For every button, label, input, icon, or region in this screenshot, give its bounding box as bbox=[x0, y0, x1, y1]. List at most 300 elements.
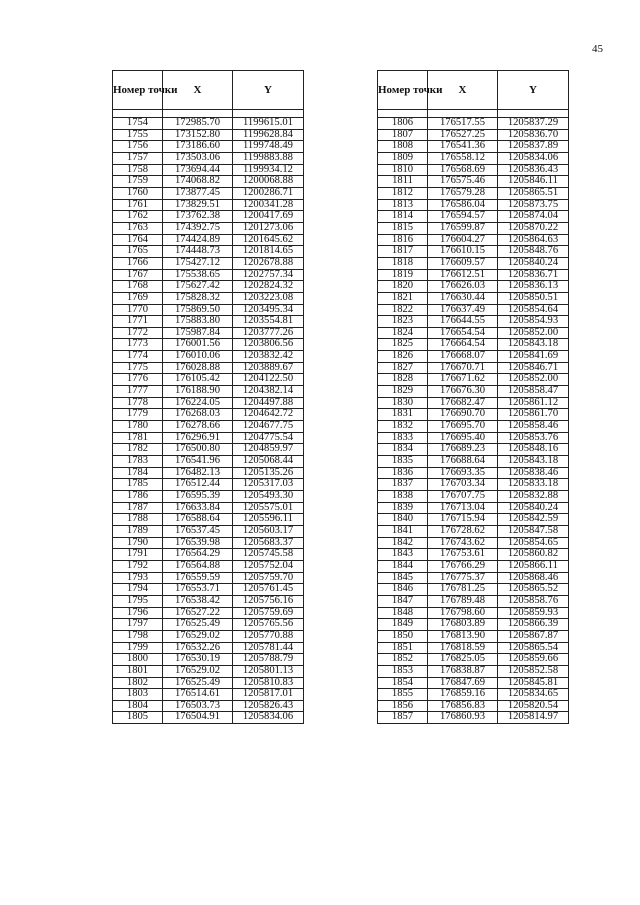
table-header-row bbox=[378, 71, 569, 110]
cell-x: 176539.98 bbox=[163, 537, 233, 549]
cell-x: 175883.80 bbox=[163, 316, 233, 328]
cell-point-number: 1786 bbox=[113, 491, 163, 503]
table-row bbox=[378, 444, 569, 456]
table-row bbox=[378, 246, 569, 258]
cell-y: 1205837.29 bbox=[498, 118, 569, 130]
cell-point-number: 1841 bbox=[378, 525, 428, 537]
table-row bbox=[378, 432, 569, 444]
cell-x: 176766.29 bbox=[428, 560, 498, 572]
cell-x: 176537.45 bbox=[163, 525, 233, 537]
cell-x: 176637.49 bbox=[428, 304, 498, 316]
cell-point-number: 1790 bbox=[113, 537, 163, 549]
table-row bbox=[113, 491, 304, 503]
cell-y: 1205858.47 bbox=[498, 386, 569, 398]
table-row bbox=[378, 514, 569, 526]
page-number: 45 bbox=[592, 43, 603, 55]
cell-x: 176695.70 bbox=[428, 421, 498, 433]
cell-point-number: 1769 bbox=[113, 292, 163, 304]
table-row bbox=[113, 386, 304, 398]
cell-y: 1203806.56 bbox=[233, 339, 304, 351]
cell-x: 176599.87 bbox=[428, 222, 498, 234]
cell-point-number: 1793 bbox=[113, 572, 163, 584]
cell-y: 1205759.69 bbox=[233, 607, 304, 619]
table-row bbox=[113, 677, 304, 689]
cell-x: 176541.36 bbox=[428, 141, 498, 153]
cell-point-number: 1765 bbox=[113, 246, 163, 258]
cell-y: 1205858.76 bbox=[498, 595, 569, 607]
table-row bbox=[113, 584, 304, 596]
cell-point-number: 1780 bbox=[113, 421, 163, 433]
cell-point-number: 1792 bbox=[113, 560, 163, 572]
cell-y: 1205837.89 bbox=[498, 141, 569, 153]
cell-y: 1205852.00 bbox=[498, 374, 569, 386]
table-row bbox=[378, 665, 569, 677]
table-row bbox=[113, 257, 304, 269]
cell-x: 176682.47 bbox=[428, 397, 498, 409]
cell-point-number: 1770 bbox=[113, 304, 163, 316]
cell-x: 176703.34 bbox=[428, 479, 498, 491]
cell-x: 176525.49 bbox=[163, 619, 233, 631]
cell-y: 1202824.32 bbox=[233, 281, 304, 293]
coordinates-table-right bbox=[377, 70, 569, 724]
cell-point-number: 1842 bbox=[378, 537, 428, 549]
cell-y: 1205850.51 bbox=[498, 292, 569, 304]
cell-y: 1205745.58 bbox=[233, 549, 304, 561]
table-row bbox=[113, 630, 304, 642]
cell-point-number: 1759 bbox=[113, 176, 163, 188]
table-row bbox=[113, 444, 304, 456]
cell-y: 1205834.06 bbox=[498, 152, 569, 164]
cell-y: 1199615.01 bbox=[233, 118, 304, 130]
table-body-left bbox=[113, 118, 304, 724]
cell-y: 1201273.06 bbox=[233, 222, 304, 234]
table-row bbox=[113, 374, 304, 386]
cell-point-number: 1800 bbox=[113, 654, 163, 666]
cell-x: 176530.19 bbox=[163, 654, 233, 666]
cell-y: 1205781.44 bbox=[233, 642, 304, 654]
cell-x: 176529.02 bbox=[163, 665, 233, 677]
cell-y: 1205836.13 bbox=[498, 281, 569, 293]
cell-x: 176538.42 bbox=[163, 595, 233, 607]
cell-y: 1199934.12 bbox=[233, 164, 304, 176]
table-row bbox=[113, 712, 304, 724]
cell-y: 1199883.88 bbox=[233, 152, 304, 164]
cell-y: 1205820.54 bbox=[498, 700, 569, 712]
cell-x: 176568.69 bbox=[428, 164, 498, 176]
table-row bbox=[113, 351, 304, 363]
table-row bbox=[378, 607, 569, 619]
table-row bbox=[378, 269, 569, 281]
table-row bbox=[113, 246, 304, 258]
cell-y: 1205826.43 bbox=[233, 700, 304, 712]
table-row bbox=[378, 316, 569, 328]
table-header-row bbox=[113, 71, 304, 110]
table-row bbox=[113, 397, 304, 409]
table-row bbox=[378, 560, 569, 572]
cell-y: 1205833.18 bbox=[498, 479, 569, 491]
cell-x: 176527.22 bbox=[163, 607, 233, 619]
table-row bbox=[378, 141, 569, 153]
cell-x: 175828.32 bbox=[163, 292, 233, 304]
cell-point-number: 1854 bbox=[378, 677, 428, 689]
cell-point-number: 1801 bbox=[113, 665, 163, 677]
table-row bbox=[113, 199, 304, 211]
cell-y: 1205865.54 bbox=[498, 642, 569, 654]
table-row bbox=[378, 118, 569, 130]
cell-x: 176559.59 bbox=[163, 572, 233, 584]
cell-x: 176728.62 bbox=[428, 525, 498, 537]
table-row bbox=[113, 327, 304, 339]
cell-y: 1205840.24 bbox=[498, 257, 569, 269]
cell-y: 1205756.16 bbox=[233, 595, 304, 607]
cell-x: 174424.89 bbox=[163, 234, 233, 246]
cell-point-number: 1784 bbox=[113, 467, 163, 479]
cell-y: 1205848.76 bbox=[498, 246, 569, 258]
cell-x: 176798.60 bbox=[428, 607, 498, 619]
cell-y: 1205848.16 bbox=[498, 444, 569, 456]
cell-x: 176595.39 bbox=[163, 491, 233, 503]
table-row bbox=[378, 129, 569, 141]
cell-point-number: 1857 bbox=[378, 712, 428, 724]
cell-x: 176525.49 bbox=[163, 677, 233, 689]
cell-x: 176743.62 bbox=[428, 537, 498, 549]
table-row bbox=[378, 397, 569, 409]
table-row bbox=[378, 630, 569, 642]
cell-point-number: 1776 bbox=[113, 374, 163, 386]
table-row bbox=[113, 537, 304, 549]
cell-x: 176693.35 bbox=[428, 467, 498, 479]
table-row bbox=[113, 665, 304, 677]
cell-y: 1205801.13 bbox=[233, 665, 304, 677]
cell-x: 176517.55 bbox=[428, 118, 498, 130]
cell-y: 1201814.65 bbox=[233, 246, 304, 258]
cell-x: 176753.61 bbox=[428, 549, 498, 561]
cell-y: 1205865.52 bbox=[498, 584, 569, 596]
cell-point-number: 1778 bbox=[113, 397, 163, 409]
cell-point-number: 1777 bbox=[113, 386, 163, 398]
cell-point-number: 1805 bbox=[113, 712, 163, 724]
table-row bbox=[113, 222, 304, 234]
cell-point-number: 1762 bbox=[113, 211, 163, 223]
cell-point-number: 1754 bbox=[113, 118, 163, 130]
cell-point-number: 1829 bbox=[378, 386, 428, 398]
cell-point-number: 1758 bbox=[113, 164, 163, 176]
cell-x: 175627.42 bbox=[163, 281, 233, 293]
cell-y: 1205873.75 bbox=[498, 199, 569, 211]
cell-point-number: 1852 bbox=[378, 654, 428, 666]
cell-x: 175987.84 bbox=[163, 327, 233, 339]
cell-point-number: 1816 bbox=[378, 234, 428, 246]
cell-y: 1205832.88 bbox=[498, 491, 569, 503]
cell-point-number: 1856 bbox=[378, 700, 428, 712]
cell-point-number: 1819 bbox=[378, 269, 428, 281]
header-x: X bbox=[428, 71, 498, 110]
cell-y: 1205843.18 bbox=[498, 456, 569, 468]
cell-y: 1205859.66 bbox=[498, 654, 569, 666]
cell-x: 176564.88 bbox=[163, 560, 233, 572]
cell-point-number: 1795 bbox=[113, 595, 163, 607]
cell-y: 1205317.03 bbox=[233, 479, 304, 491]
cell-x: 176588.64 bbox=[163, 514, 233, 526]
cell-x: 176527.25 bbox=[428, 129, 498, 141]
table-row bbox=[378, 362, 569, 374]
cell-y: 1205836.71 bbox=[498, 269, 569, 281]
cell-y: 1200068.88 bbox=[233, 176, 304, 188]
cell-x: 176575.46 bbox=[428, 176, 498, 188]
table-row bbox=[378, 700, 569, 712]
cell-y: 1205865.51 bbox=[498, 187, 569, 199]
cell-y: 1205867.87 bbox=[498, 630, 569, 642]
table-row bbox=[113, 619, 304, 631]
cell-x: 176609.57 bbox=[428, 257, 498, 269]
table-row bbox=[378, 281, 569, 293]
cell-point-number: 1848 bbox=[378, 607, 428, 619]
table-row bbox=[378, 654, 569, 666]
table-row bbox=[113, 292, 304, 304]
cell-point-number: 1791 bbox=[113, 549, 163, 561]
table-row bbox=[378, 351, 569, 363]
table-row bbox=[378, 421, 569, 433]
cell-point-number: 1768 bbox=[113, 281, 163, 293]
cell-y: 1205866.39 bbox=[498, 619, 569, 631]
cell-point-number: 1773 bbox=[113, 339, 163, 351]
table-row bbox=[378, 386, 569, 398]
cell-point-number: 1783 bbox=[113, 456, 163, 468]
cell-point-number: 1834 bbox=[378, 444, 428, 456]
cell-y: 1204122.50 bbox=[233, 374, 304, 386]
header-point-number: Номер точки bbox=[378, 71, 428, 110]
table-row bbox=[113, 152, 304, 164]
cell-y: 1204859.97 bbox=[233, 444, 304, 456]
cell-y: 1201645.62 bbox=[233, 234, 304, 246]
cell-point-number: 1807 bbox=[378, 129, 428, 141]
table-row bbox=[378, 257, 569, 269]
cell-y: 1205846.11 bbox=[498, 176, 569, 188]
cell-point-number: 1798 bbox=[113, 630, 163, 642]
table-row bbox=[113, 456, 304, 468]
cell-y: 1205838.46 bbox=[498, 467, 569, 479]
cell-x: 176860.93 bbox=[428, 712, 498, 724]
table-row bbox=[378, 525, 569, 537]
table-row bbox=[378, 479, 569, 491]
table-row bbox=[378, 689, 569, 701]
table-row bbox=[113, 689, 304, 701]
cell-y: 1200341.28 bbox=[233, 199, 304, 211]
cell-y: 1205788.79 bbox=[233, 654, 304, 666]
cell-x: 176707.75 bbox=[428, 491, 498, 503]
cell-y: 1200286.71 bbox=[233, 187, 304, 199]
cell-x: 176514.61 bbox=[163, 689, 233, 701]
cell-x: 176644.55 bbox=[428, 316, 498, 328]
cell-x: 176586.04 bbox=[428, 199, 498, 211]
cell-x: 176594.57 bbox=[428, 211, 498, 223]
table-row bbox=[378, 595, 569, 607]
cell-point-number: 1774 bbox=[113, 351, 163, 363]
cell-y: 1205817.01 bbox=[233, 689, 304, 701]
cell-y: 1204775.54 bbox=[233, 432, 304, 444]
cell-y: 1203223.08 bbox=[233, 292, 304, 304]
cell-x: 176482.13 bbox=[163, 467, 233, 479]
cell-y: 1205810.83 bbox=[233, 677, 304, 689]
table-row bbox=[113, 479, 304, 491]
header-y: Y bbox=[498, 71, 569, 110]
cell-point-number: 1813 bbox=[378, 199, 428, 211]
cell-point-number: 1838 bbox=[378, 491, 428, 503]
cell-x: 176670.71 bbox=[428, 362, 498, 374]
cell-x: 176626.03 bbox=[428, 281, 498, 293]
table-row bbox=[113, 304, 304, 316]
table-row bbox=[113, 421, 304, 433]
cell-point-number: 1839 bbox=[378, 502, 428, 514]
cell-point-number: 1761 bbox=[113, 199, 163, 211]
cell-y: 1205859.93 bbox=[498, 607, 569, 619]
cell-x: 176503.73 bbox=[163, 700, 233, 712]
cell-x: 176775.37 bbox=[428, 572, 498, 584]
table-row bbox=[113, 409, 304, 421]
table-row bbox=[378, 374, 569, 386]
table-row bbox=[113, 549, 304, 561]
cell-point-number: 1764 bbox=[113, 234, 163, 246]
cell-y: 1203495.34 bbox=[233, 304, 304, 316]
table-row bbox=[113, 316, 304, 328]
table-row bbox=[378, 199, 569, 211]
cell-x: 176676.30 bbox=[428, 386, 498, 398]
cell-point-number: 1824 bbox=[378, 327, 428, 339]
cell-x: 176224.05 bbox=[163, 397, 233, 409]
cell-point-number: 1853 bbox=[378, 665, 428, 677]
cell-y: 1203554.81 bbox=[233, 316, 304, 328]
cell-point-number: 1803 bbox=[113, 689, 163, 701]
header-y: Y bbox=[233, 71, 304, 110]
cell-x: 174068.82 bbox=[163, 176, 233, 188]
cell-y: 1205834.65 bbox=[498, 689, 569, 701]
cell-point-number: 1833 bbox=[378, 432, 428, 444]
cell-point-number: 1775 bbox=[113, 362, 163, 374]
cell-point-number: 1797 bbox=[113, 619, 163, 631]
cell-x: 176695.40 bbox=[428, 432, 498, 444]
table-row bbox=[378, 467, 569, 479]
cell-point-number: 1787 bbox=[113, 502, 163, 514]
cell-x: 176564.29 bbox=[163, 549, 233, 561]
table-row bbox=[378, 327, 569, 339]
cell-y: 1203777.26 bbox=[233, 327, 304, 339]
cell-y: 1204497.88 bbox=[233, 397, 304, 409]
cell-point-number: 1849 bbox=[378, 619, 428, 631]
table-row bbox=[113, 234, 304, 246]
cell-point-number: 1772 bbox=[113, 327, 163, 339]
cell-point-number: 1822 bbox=[378, 304, 428, 316]
cell-point-number: 1818 bbox=[378, 257, 428, 269]
cell-x: 176789.48 bbox=[428, 595, 498, 607]
cell-point-number: 1845 bbox=[378, 572, 428, 584]
cell-y: 1205858.46 bbox=[498, 421, 569, 433]
cell-x: 176689.23 bbox=[428, 444, 498, 456]
table-row bbox=[378, 584, 569, 596]
cell-point-number: 1771 bbox=[113, 316, 163, 328]
cell-point-number: 1788 bbox=[113, 514, 163, 526]
cell-point-number: 1794 bbox=[113, 584, 163, 596]
table-row bbox=[378, 164, 569, 176]
table-row bbox=[113, 187, 304, 199]
cell-x: 176818.59 bbox=[428, 642, 498, 654]
cell-point-number: 1763 bbox=[113, 222, 163, 234]
cell-y: 1205843.18 bbox=[498, 339, 569, 351]
cell-y: 1205836.70 bbox=[498, 129, 569, 141]
cell-x: 176529.02 bbox=[163, 630, 233, 642]
cell-y: 1205836.43 bbox=[498, 164, 569, 176]
cell-point-number: 1821 bbox=[378, 292, 428, 304]
cell-x: 176715.94 bbox=[428, 514, 498, 526]
cell-point-number: 1755 bbox=[113, 129, 163, 141]
cell-point-number: 1826 bbox=[378, 351, 428, 363]
table-row bbox=[378, 712, 569, 724]
cell-point-number: 1811 bbox=[378, 176, 428, 188]
cell-x: 176512.44 bbox=[163, 479, 233, 491]
table-row bbox=[378, 304, 569, 316]
cell-y: 1205854.93 bbox=[498, 316, 569, 328]
cell-y: 1205770.88 bbox=[233, 630, 304, 642]
cell-x: 176010.06 bbox=[163, 351, 233, 363]
cell-point-number: 1817 bbox=[378, 246, 428, 258]
table-row bbox=[378, 211, 569, 223]
cell-x: 173829.51 bbox=[163, 199, 233, 211]
cell-point-number: 1809 bbox=[378, 152, 428, 164]
cell-x: 173186.60 bbox=[163, 141, 233, 153]
cell-y: 1204642.72 bbox=[233, 409, 304, 421]
cell-y: 1205493.30 bbox=[233, 491, 304, 503]
cell-y: 1205814.97 bbox=[498, 712, 569, 724]
cell-x: 176268.03 bbox=[163, 409, 233, 421]
cell-x: 176781.25 bbox=[428, 584, 498, 596]
cell-y: 1205761.45 bbox=[233, 584, 304, 596]
cell-x: 176654.54 bbox=[428, 327, 498, 339]
cell-y: 1205752.04 bbox=[233, 560, 304, 572]
cell-y: 1205874.04 bbox=[498, 211, 569, 223]
cell-x: 176610.15 bbox=[428, 246, 498, 258]
cell-x: 176664.54 bbox=[428, 339, 498, 351]
cell-point-number: 1810 bbox=[378, 164, 428, 176]
cell-x: 176553.71 bbox=[163, 584, 233, 596]
cell-point-number: 1812 bbox=[378, 187, 428, 199]
table-row bbox=[113, 118, 304, 130]
cell-x: 173503.06 bbox=[163, 152, 233, 164]
cell-x: 176825.05 bbox=[428, 654, 498, 666]
cell-point-number: 1851 bbox=[378, 642, 428, 654]
table-row bbox=[113, 432, 304, 444]
cell-x: 176690.70 bbox=[428, 409, 498, 421]
cell-point-number: 1844 bbox=[378, 560, 428, 572]
table-row bbox=[378, 292, 569, 304]
table-row bbox=[113, 281, 304, 293]
cell-y: 1204382.14 bbox=[233, 386, 304, 398]
cell-y: 1205834.06 bbox=[233, 712, 304, 724]
cell-x: 176500.80 bbox=[163, 444, 233, 456]
cell-x: 176558.12 bbox=[428, 152, 498, 164]
cell-x: 176001.56 bbox=[163, 339, 233, 351]
cell-y: 1203832.42 bbox=[233, 351, 304, 363]
cell-y: 1205860.82 bbox=[498, 549, 569, 561]
cell-point-number: 1828 bbox=[378, 374, 428, 386]
cell-x: 176630.44 bbox=[428, 292, 498, 304]
cell-point-number: 1830 bbox=[378, 397, 428, 409]
cell-point-number: 1820 bbox=[378, 281, 428, 293]
cell-point-number: 1837 bbox=[378, 479, 428, 491]
cell-x: 173877.45 bbox=[163, 187, 233, 199]
cell-point-number: 1796 bbox=[113, 607, 163, 619]
table-row bbox=[378, 502, 569, 514]
cell-y: 1205853.76 bbox=[498, 432, 569, 444]
cell-y: 1205135.26 bbox=[233, 467, 304, 479]
